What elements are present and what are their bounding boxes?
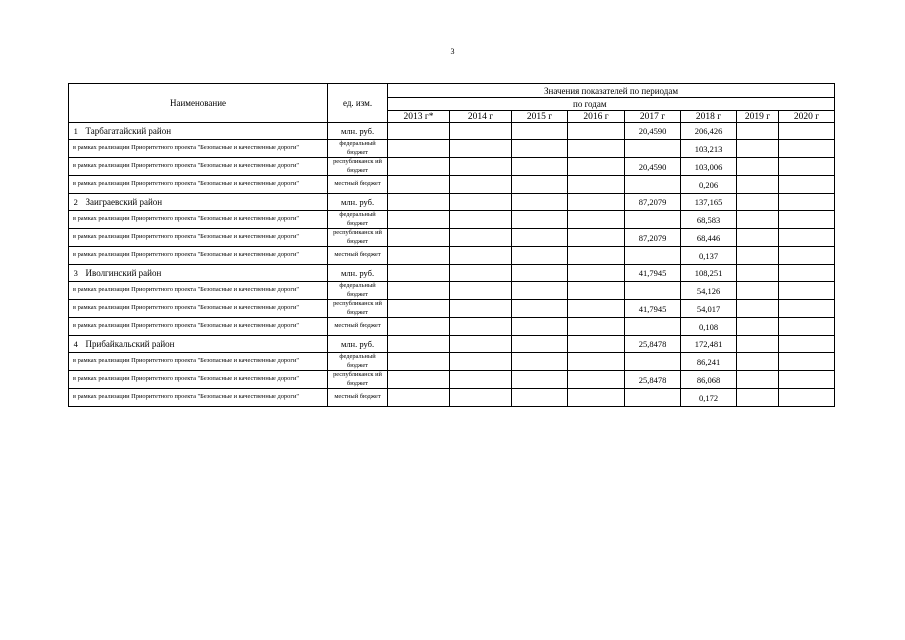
value-cell	[568, 140, 625, 158]
value-cell	[388, 371, 450, 389]
funding-row	[69, 300, 835, 318]
value-cell: 54,126	[681, 282, 737, 300]
value-cell: 108,251	[681, 265, 737, 282]
value-cell: 41,7945	[625, 265, 681, 282]
program-cell: в рамках реализации Приоритетного проекта "Безопасные и качественные дороги"	[69, 211, 328, 229]
value-cell: 20,4590	[625, 123, 681, 140]
value-cell	[512, 265, 568, 282]
funding-row	[69, 211, 835, 229]
header-row-1	[69, 84, 835, 98]
value-cell	[779, 229, 835, 247]
program-cell: в рамках реализации Приоритетного проекта "Безопасные и качественные дороги"	[69, 300, 328, 318]
value-cell	[388, 158, 450, 176]
value-cell	[388, 123, 450, 140]
value-cell: 25,8478	[625, 336, 681, 353]
value-cell: 68,583	[681, 211, 737, 229]
value-cell	[512, 123, 568, 140]
budget-source-cell: местный бюджет	[328, 318, 388, 336]
budget-source-cell: республиканск ий бюджет	[328, 300, 388, 318]
value-cell	[568, 194, 625, 211]
unit-cell: млн. руб.	[328, 336, 388, 353]
value-cell	[388, 282, 450, 300]
value-cell	[737, 247, 779, 265]
value-cell	[512, 194, 568, 211]
value-cell	[512, 247, 568, 265]
district-number: 1	[69, 123, 83, 140]
value-cell	[512, 140, 568, 158]
district-name: Заиграевский район	[83, 194, 328, 211]
value-cell	[737, 194, 779, 211]
value-cell: 87,2079	[625, 229, 681, 247]
value-cell	[779, 282, 835, 300]
year-header: 2015 г	[512, 111, 568, 123]
value-cell	[568, 389, 625, 407]
value-cell	[779, 389, 835, 407]
value-cell	[625, 353, 681, 371]
value-cell	[779, 211, 835, 229]
page-number: 3	[450, 47, 455, 56]
value-cell	[450, 176, 512, 194]
value-cell	[779, 300, 835, 318]
value-cell	[737, 371, 779, 389]
value-cell: 87,2079	[625, 194, 681, 211]
district-row	[69, 265, 835, 282]
district-name: Прибайкальский район	[83, 336, 328, 353]
value-cell	[568, 229, 625, 247]
year-header: 2020 г	[779, 111, 835, 123]
funding-row	[69, 229, 835, 247]
value-cell	[737, 336, 779, 353]
value-cell	[450, 353, 512, 371]
district-row	[69, 194, 835, 211]
value-cell	[737, 353, 779, 371]
value-cell	[512, 229, 568, 247]
value-cell	[625, 211, 681, 229]
district-name: Тарбагатайский район	[83, 123, 328, 140]
value-cell	[568, 318, 625, 336]
program-cell: в рамках реализации Приоритетного проекта "Безопасные и качественные дороги"	[69, 229, 328, 247]
value-cell	[779, 265, 835, 282]
year-header: 2019 г	[737, 111, 779, 123]
value-cell: 103,213	[681, 140, 737, 158]
value-cell	[625, 247, 681, 265]
budget-source-cell: республиканск ий бюджет	[328, 371, 388, 389]
value-cell	[779, 336, 835, 353]
value-cell	[512, 353, 568, 371]
value-cell	[512, 389, 568, 407]
funding-row	[69, 158, 835, 176]
program-cell: в рамках реализации Приоритетного проекта "Безопасные и качественные дороги"	[69, 140, 328, 158]
value-cell	[568, 265, 625, 282]
value-cell	[450, 211, 512, 229]
program-cell: в рамках реализации Приоритетного проекта "Безопасные и качественные дороги"	[69, 176, 328, 194]
value-cell	[737, 176, 779, 194]
funding-row	[69, 389, 835, 407]
value-cell	[388, 265, 450, 282]
value-cell	[512, 211, 568, 229]
unit-cell: млн. руб.	[328, 123, 388, 140]
value-cell	[779, 123, 835, 140]
name-column-header: Наименование	[69, 84, 328, 123]
value-cell	[512, 336, 568, 353]
value-cell	[450, 371, 512, 389]
value-cell	[450, 229, 512, 247]
value-cell	[625, 176, 681, 194]
year-header: 2016 г	[568, 111, 625, 123]
value-cell	[568, 176, 625, 194]
value-cell	[779, 158, 835, 176]
district-number: 2	[69, 194, 83, 211]
value-cell	[450, 318, 512, 336]
funding-row	[69, 371, 835, 389]
budget-source-cell: федеральный бюджет	[328, 211, 388, 229]
program-cell: в рамках реализации Приоритетного проекта "Безопасные и качественные дороги"	[69, 158, 328, 176]
value-cell	[450, 282, 512, 300]
value-cell: 172,481	[681, 336, 737, 353]
value-cell	[450, 265, 512, 282]
program-cell: в рамках реализации Приоритетного проекта "Безопасные и качественные дороги"	[69, 353, 328, 371]
value-cell	[779, 194, 835, 211]
value-cell	[568, 300, 625, 318]
funding-row	[69, 318, 835, 336]
value-cell: 0,172	[681, 389, 737, 407]
value-cell	[512, 371, 568, 389]
value-cell	[568, 247, 625, 265]
budget-source-cell: федеральный бюджет	[328, 140, 388, 158]
budget-source-cell: федеральный бюджет	[328, 353, 388, 371]
value-cell: 86,068	[681, 371, 737, 389]
year-header: 2017 г	[625, 111, 681, 123]
indicators-table	[68, 83, 835, 407]
value-cell	[737, 300, 779, 318]
value-cell	[388, 353, 450, 371]
funding-row	[69, 282, 835, 300]
district-number: 3	[69, 265, 83, 282]
program-cell: в рамках реализации Приоритетного проекта "Безопасные и качественные дороги"	[69, 371, 328, 389]
value-cell	[737, 140, 779, 158]
value-cell	[388, 229, 450, 247]
year-header: 2018 г	[681, 111, 737, 123]
budget-source-cell: республиканск ий бюджет	[328, 158, 388, 176]
program-cell: в рамках реализации Приоритетного проекта "Безопасные и качественные дороги"	[69, 389, 328, 407]
value-cell	[450, 300, 512, 318]
value-cell	[625, 389, 681, 407]
district-row	[69, 336, 835, 353]
value-cell	[388, 389, 450, 407]
value-cell	[388, 336, 450, 353]
value-cell	[568, 353, 625, 371]
value-cell: 103,006	[681, 158, 737, 176]
value-cell: 68,446	[681, 229, 737, 247]
value-cell	[450, 336, 512, 353]
value-cell	[737, 229, 779, 247]
unit-cell: млн. руб.	[328, 194, 388, 211]
value-cell	[388, 318, 450, 336]
value-cell	[779, 353, 835, 371]
value-cell	[450, 140, 512, 158]
value-cell	[512, 176, 568, 194]
value-cell	[779, 176, 835, 194]
budget-source-cell: республиканск ий бюджет	[328, 229, 388, 247]
value-cell	[450, 247, 512, 265]
unit-column-header: ед. изм.	[328, 84, 388, 123]
value-cell	[737, 389, 779, 407]
value-cell: 25,8478	[625, 371, 681, 389]
value-cell	[568, 158, 625, 176]
value-cell	[450, 123, 512, 140]
district-number: 4	[69, 336, 83, 353]
budget-source-cell: местный бюджет	[328, 176, 388, 194]
value-cell	[568, 282, 625, 300]
value-cell	[388, 176, 450, 194]
value-cell	[388, 140, 450, 158]
value-cell	[737, 265, 779, 282]
funding-row	[69, 176, 835, 194]
value-cell	[625, 318, 681, 336]
value-cell: 54,017	[681, 300, 737, 318]
value-cell	[568, 211, 625, 229]
value-cell	[450, 194, 512, 211]
funding-row	[69, 140, 835, 158]
program-cell: в рамках реализации Приоритетного проекта "Безопасные и качественные дороги"	[69, 247, 328, 265]
value-cell	[737, 123, 779, 140]
value-cell	[568, 123, 625, 140]
value-cell	[779, 371, 835, 389]
value-cell	[625, 282, 681, 300]
budget-source-cell: федеральный бюджет	[328, 282, 388, 300]
value-cell: 206,426	[681, 123, 737, 140]
value-cell	[388, 211, 450, 229]
table-body	[69, 84, 835, 407]
value-cell	[779, 318, 835, 336]
funding-row	[69, 353, 835, 371]
value-cell	[450, 158, 512, 176]
value-cell: 137,165	[681, 194, 737, 211]
value-cell	[737, 318, 779, 336]
value-cell: 0,108	[681, 318, 737, 336]
program-cell: в рамках реализации Приоритетного проекта "Безопасные и качественные дороги"	[69, 318, 328, 336]
value-cell: 20,4590	[625, 158, 681, 176]
value-cell	[737, 211, 779, 229]
value-cell: 41,7945	[625, 300, 681, 318]
value-cell	[512, 300, 568, 318]
unit-cell: млн. руб.	[328, 265, 388, 282]
value-cell: 0,137	[681, 247, 737, 265]
value-cell	[512, 158, 568, 176]
value-cell	[779, 247, 835, 265]
value-cell	[450, 389, 512, 407]
value-cell	[512, 282, 568, 300]
value-cell	[388, 247, 450, 265]
budget-source-cell: местный бюджет	[328, 389, 388, 407]
year-header: 2014 г	[450, 111, 512, 123]
value-cell	[737, 158, 779, 176]
year-header: 2013 г*	[388, 111, 450, 123]
value-cell	[388, 194, 450, 211]
value-cell	[568, 371, 625, 389]
program-cell: в рамках реализации Приоритетного проекта "Безопасные и качественные дороги"	[69, 282, 328, 300]
district-row	[69, 123, 835, 140]
value-cell: 0,206	[681, 176, 737, 194]
by-years-header: по годам	[388, 98, 835, 111]
value-cell	[779, 140, 835, 158]
value-cell	[737, 282, 779, 300]
value-cell: 86,241	[681, 353, 737, 371]
values-title-header: Значения показателей по периодам	[388, 84, 835, 98]
value-cell	[388, 300, 450, 318]
budget-source-cell: местный бюджет	[328, 247, 388, 265]
district-name: Иволгинский район	[83, 265, 328, 282]
value-cell	[625, 140, 681, 158]
funding-row	[69, 247, 835, 265]
value-cell	[568, 336, 625, 353]
value-cell	[512, 318, 568, 336]
